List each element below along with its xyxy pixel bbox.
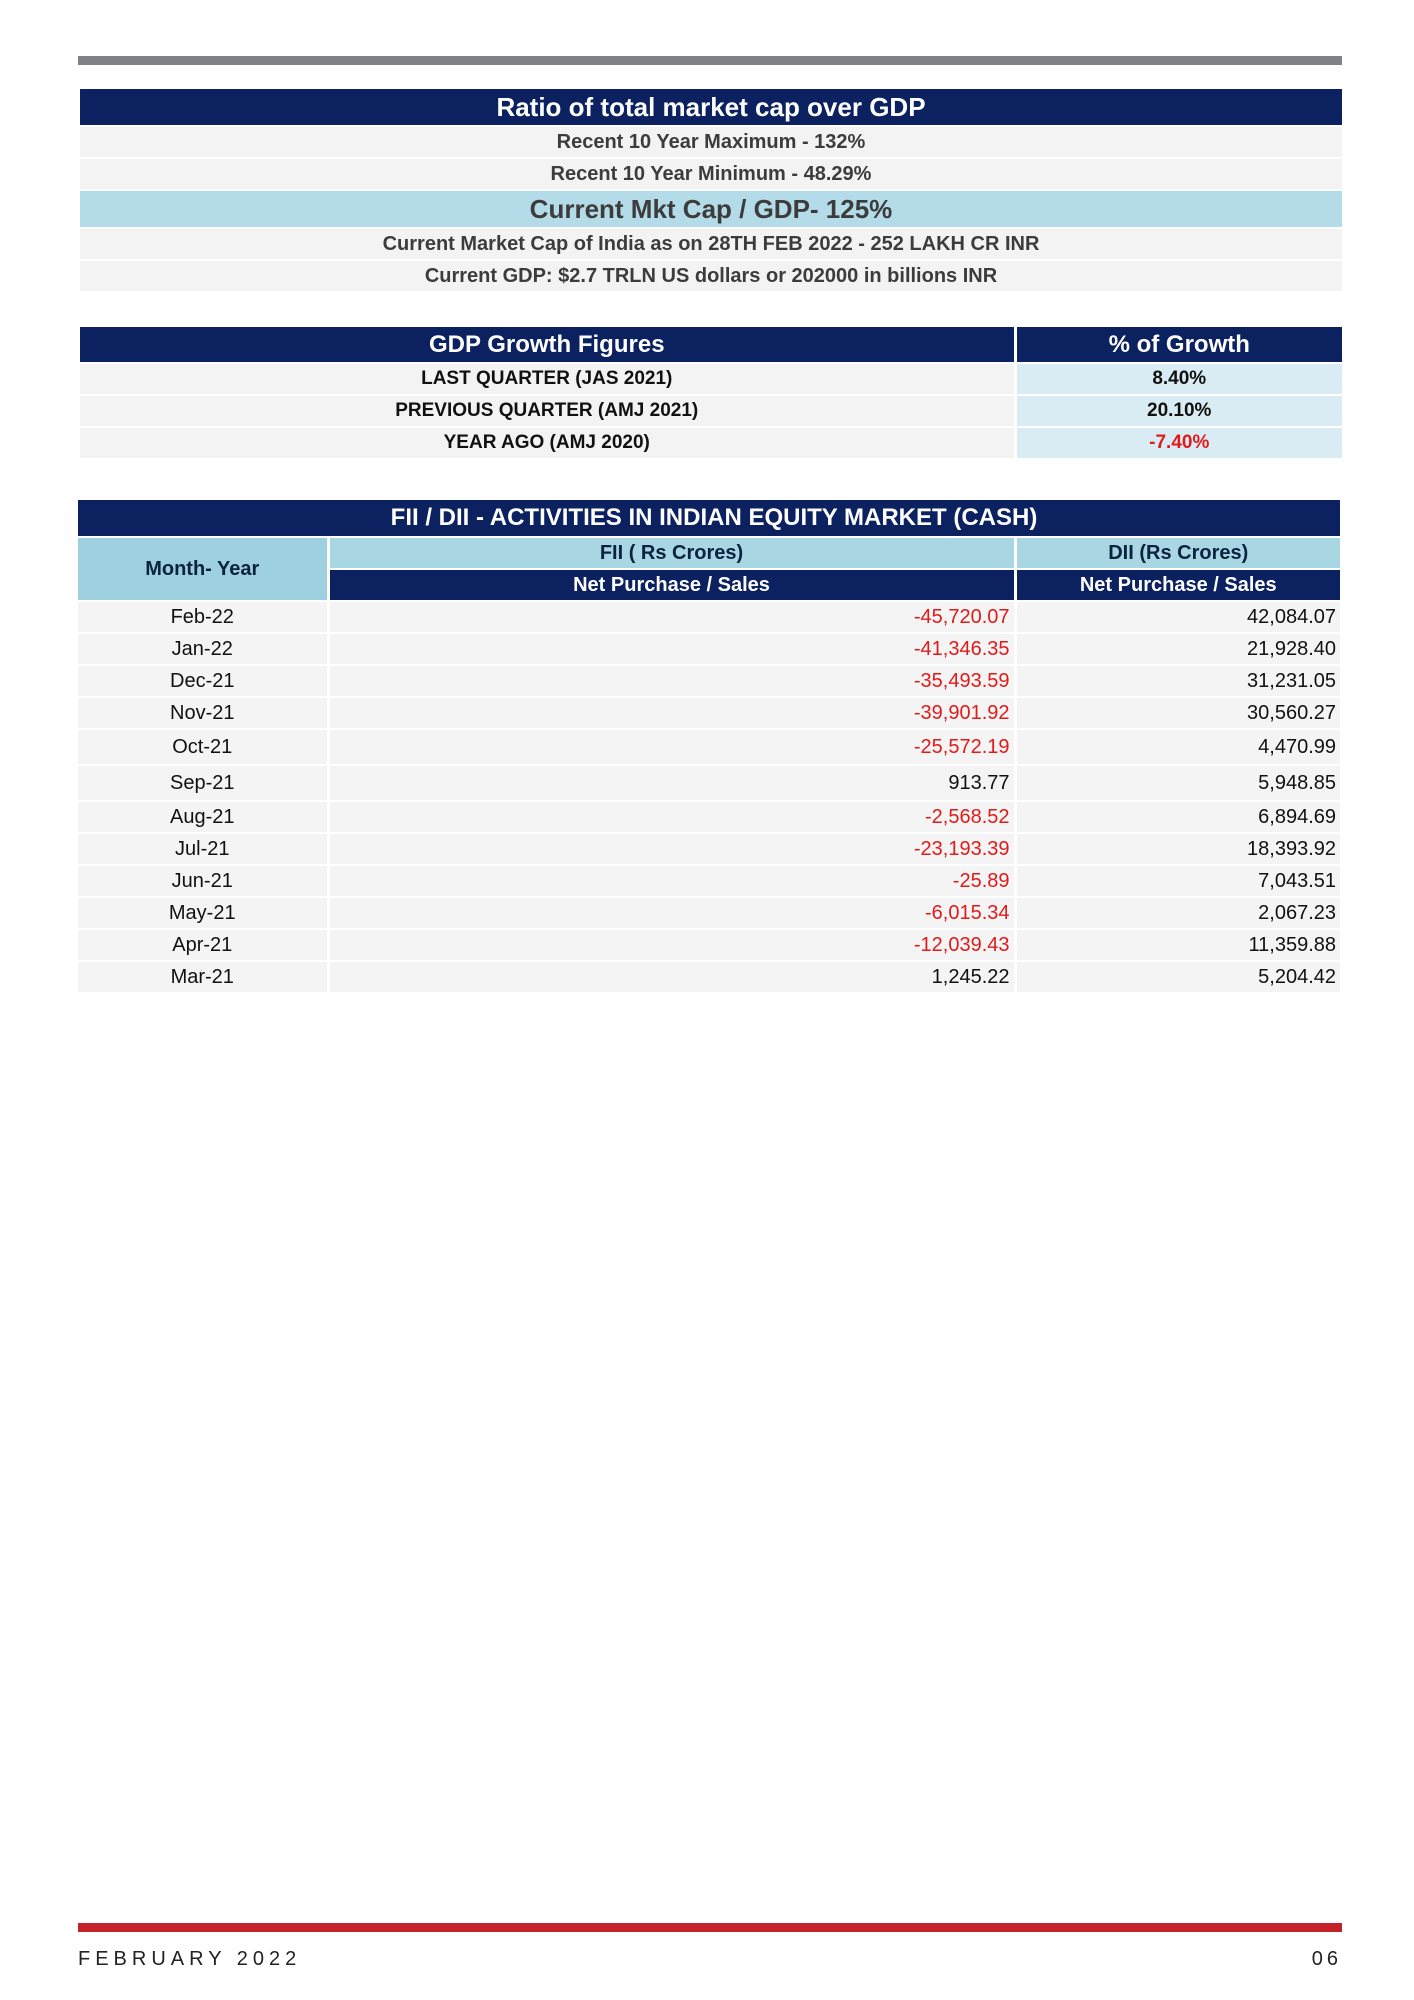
- dii-cell: 42,084.07: [1015, 601, 1340, 633]
- month-cell: Jan-22: [78, 633, 328, 665]
- dii-cell: 6,894.69: [1015, 801, 1340, 833]
- fii-cell: 1,245.22: [328, 961, 1015, 993]
- table-row: [78, 897, 1340, 929]
- fii-dii-table: [78, 500, 1340, 994]
- table-row: [78, 961, 1340, 993]
- ratio-title: Ratio of total market cap over GDP: [80, 89, 1342, 126]
- table-row: [78, 633, 1340, 665]
- month-cell: Feb-22: [78, 601, 328, 633]
- month-cell: Jun-21: [78, 865, 328, 897]
- month-cell: May-21: [78, 897, 328, 929]
- table-row: [78, 765, 1340, 801]
- month-cell: Nov-21: [78, 697, 328, 729]
- fii-cell: -2,568.52: [328, 801, 1015, 833]
- fii-cell: -39,901.92: [328, 697, 1015, 729]
- table-row: [78, 929, 1340, 961]
- month-cell: Aug-21: [78, 801, 328, 833]
- dii-cell: 30,560.27: [1015, 697, 1340, 729]
- table-row: [78, 665, 1340, 697]
- top-rule: [78, 56, 1342, 65]
- ratio-gdp: Current GDP: $2.7 TRLN US dollars or 202000 in billions INR: [80, 260, 1342, 292]
- table-row: [80, 395, 1342, 427]
- table-row: [78, 865, 1340, 897]
- fii-dii-title: FII / DII - ACTIVITIES IN INDIAN EQUITY MARKET (CASH): [78, 500, 1340, 537]
- fii-cell: -41,346.35: [328, 633, 1015, 665]
- page-number: 06: [1311, 1948, 1342, 1970]
- footer-date: FEBRUARY 2022: [78, 1948, 302, 1970]
- month-cell: Oct-21: [78, 729, 328, 765]
- gdp-pct-header: % of Growth: [1015, 327, 1342, 363]
- dii-cell: 5,948.85: [1015, 765, 1340, 801]
- month-cell: Apr-21: [78, 929, 328, 961]
- ratio-min: Recent 10 Year Minimum - 48.29%: [80, 158, 1342, 190]
- table-row: [78, 729, 1340, 765]
- table-row: [78, 833, 1340, 865]
- fii-cell: -45,720.07: [328, 601, 1015, 633]
- dii-header: DII (Rs Crores): [1015, 537, 1340, 569]
- ratio-max: Recent 10 Year Maximum - 132%: [80, 126, 1342, 158]
- dii-cell: 21,928.40: [1015, 633, 1340, 665]
- table-row: [80, 427, 1342, 459]
- month-cell: Dec-21: [78, 665, 328, 697]
- table-row: [80, 363, 1342, 395]
- fii-cell: -6,015.34: [328, 897, 1015, 929]
- dii-sub-header: Net Purchase / Sales: [1015, 569, 1340, 601]
- month-cell: Mar-21: [78, 961, 328, 993]
- dii-cell: 31,231.05: [1015, 665, 1340, 697]
- dii-cell: 11,359.88: [1015, 929, 1340, 961]
- fii-sub-header: Net Purchase / Sales: [328, 569, 1015, 601]
- fii-cell: -25,572.19: [328, 729, 1015, 765]
- table-row: [78, 697, 1340, 729]
- dii-cell: 18,393.92: [1015, 833, 1340, 865]
- dii-cell: 4,470.99: [1015, 729, 1340, 765]
- month-cell: Jul-21: [78, 833, 328, 865]
- ratio-current: Current Mkt Cap / GDP- 125%: [80, 190, 1342, 228]
- gdp-growth-table: [80, 327, 1342, 460]
- fii-cell: -25.89: [328, 865, 1015, 897]
- month-cell: Sep-21: [78, 765, 328, 801]
- footer-rule: [78, 1923, 1342, 1932]
- dii-cell: 5,204.42: [1015, 961, 1340, 993]
- gdp-row-value: 20.10%: [1015, 395, 1342, 427]
- dii-cell: 2,067.23: [1015, 897, 1340, 929]
- gdp-row-label: LAST QUARTER (JAS 2021): [80, 363, 1015, 395]
- fii-cell: -23,193.39: [328, 833, 1015, 865]
- fii-cell: -35,493.59: [328, 665, 1015, 697]
- ratio-market-cap: Current Market Cap of India as on 28TH FEB 2022 - 252 LAKH CR INR: [80, 228, 1342, 260]
- gdp-row-label: YEAR AGO (AMJ 2020): [80, 427, 1015, 459]
- table-row: [78, 801, 1340, 833]
- gdp-growth-header: GDP Growth Figures: [80, 327, 1015, 363]
- gdp-row-value: 8.40%: [1015, 363, 1342, 395]
- dii-cell: 7,043.51: [1015, 865, 1340, 897]
- fii-header: FII ( Rs Crores): [328, 537, 1015, 569]
- fii-cell: 913.77: [328, 765, 1015, 801]
- market-cap-gdp-ratio-table: [80, 89, 1342, 293]
- fii-cell: -12,039.43: [328, 929, 1015, 961]
- gdp-row-label: PREVIOUS QUARTER (AMJ 2021): [80, 395, 1015, 427]
- month-year-header: Month- Year: [78, 537, 328, 601]
- gdp-row-value: -7.40%: [1015, 427, 1342, 459]
- table-row: [78, 601, 1340, 633]
